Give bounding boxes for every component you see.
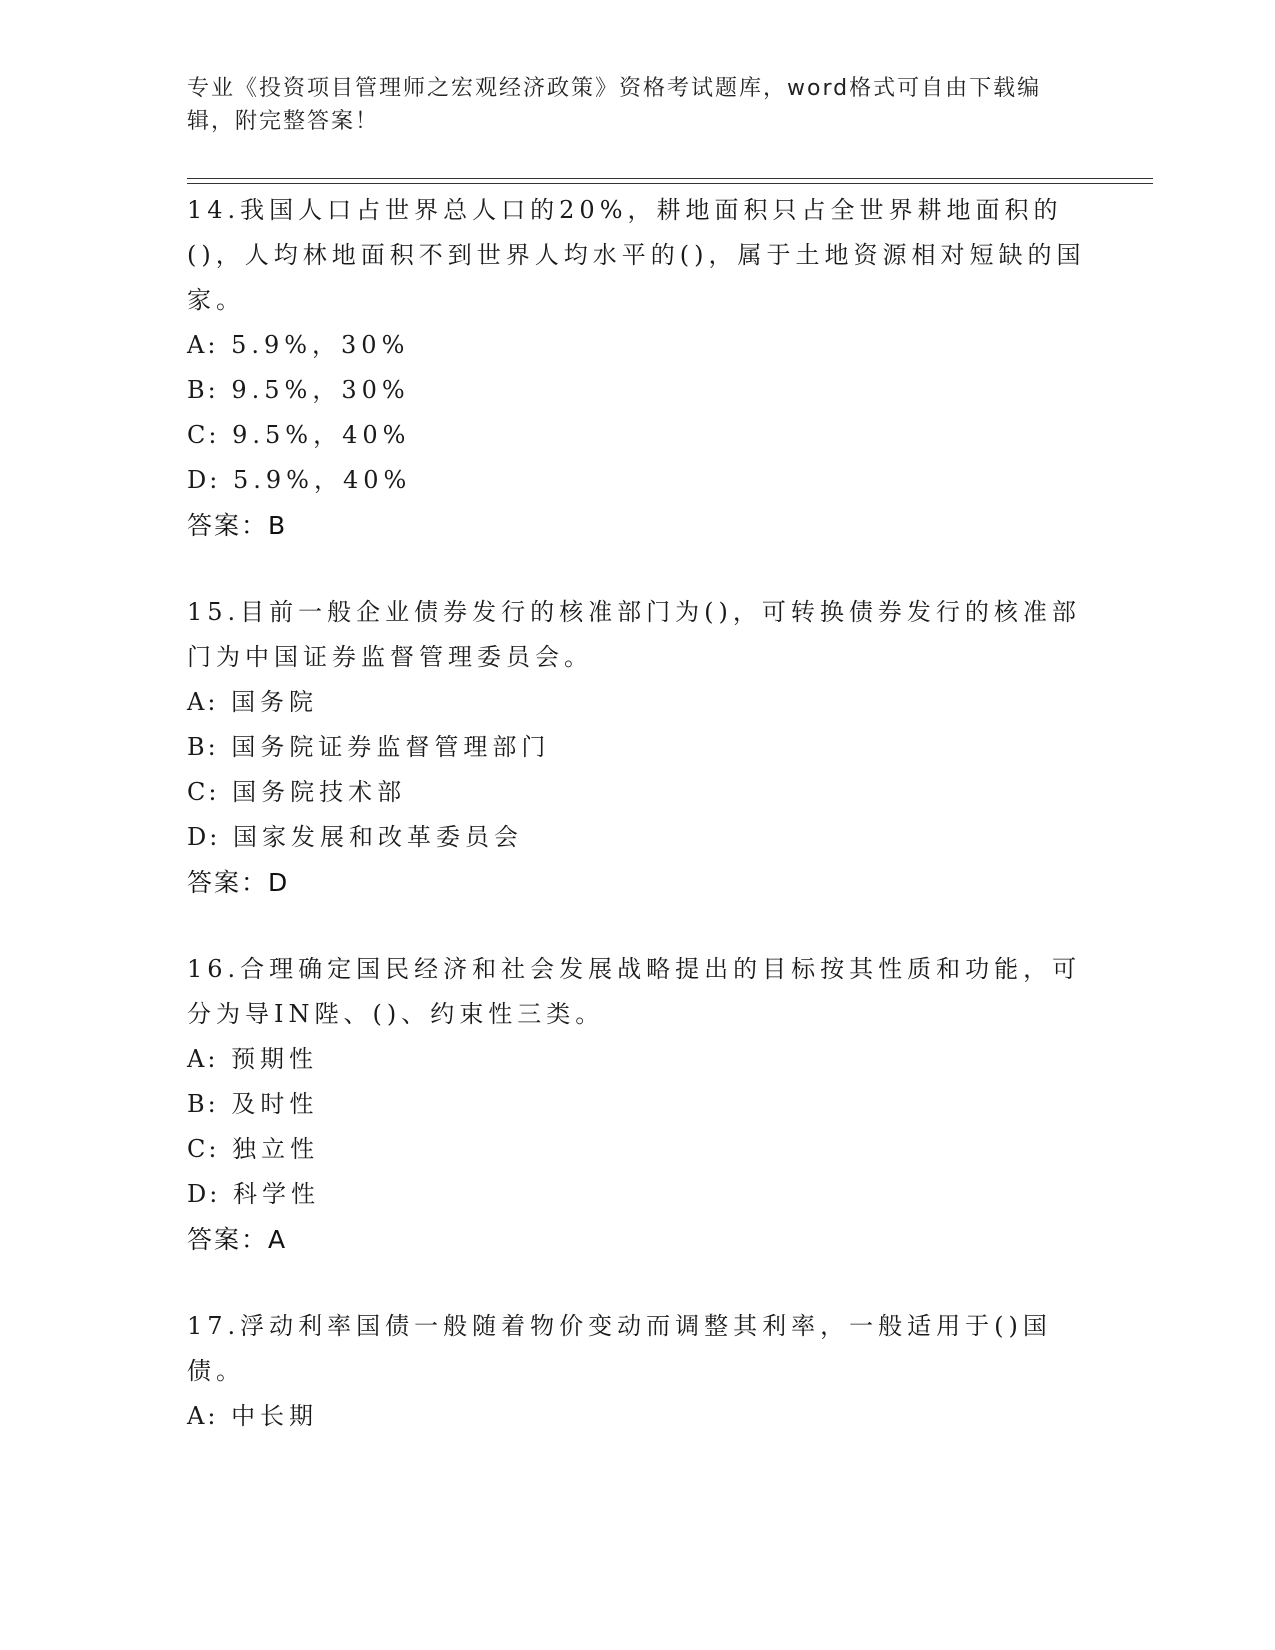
question-16 xyxy=(187,947,1087,1262)
option-b xyxy=(187,368,1087,413)
question-list xyxy=(187,188,1087,1481)
option-a xyxy=(187,680,1087,725)
option-b xyxy=(187,1082,1087,1127)
question-stem: 15.目前一般企业债券发行的核准部门为()，可转换债券发行的核准部门为中国证券监督管理委员会。 xyxy=(187,598,1081,671)
option-a xyxy=(187,1037,1087,1082)
option-text: 5.9%，30% xyxy=(231,331,410,359)
question-14 xyxy=(187,188,1087,548)
option-key: C: xyxy=(187,421,220,449)
option-key: C: xyxy=(187,1135,220,1163)
header-divider-bottom xyxy=(187,183,1153,184)
question-stem: 16.合理确定国民经济和社会发展战略提出的目标按其性质和功能，可分为导IN陛、()、约束性三类。 xyxy=(187,955,1082,1028)
option-text: 国家发展和改革委员会 xyxy=(232,823,523,851)
answer-line: 答案：A xyxy=(187,1225,288,1254)
option-b xyxy=(187,725,1087,770)
answer-line: 答案：B xyxy=(187,511,288,540)
document-header: 专业《投资项目管理师之宏观经济政策》资格考试题库，word格式可自由下载编辑，附完整答案！ xyxy=(187,76,1042,134)
option-text: 国务院 xyxy=(231,688,319,716)
option-key: B: xyxy=(187,733,219,761)
option-d xyxy=(187,815,1087,860)
option-key: A: xyxy=(187,688,219,716)
option-key: D: xyxy=(187,1180,221,1208)
option-key: D: xyxy=(187,466,221,494)
option-c xyxy=(187,770,1087,815)
option-text: 独立性 xyxy=(232,1135,320,1163)
option-text: 国务院证券监督管理部门 xyxy=(231,733,551,761)
option-d xyxy=(187,1172,1087,1217)
option-key: D: xyxy=(187,823,221,851)
option-c xyxy=(187,413,1087,458)
question-15 xyxy=(187,590,1087,905)
option-key: A: xyxy=(187,1045,219,1073)
option-key: A: xyxy=(187,1402,219,1430)
option-c xyxy=(187,1127,1087,1172)
option-text: 及时性 xyxy=(231,1090,319,1118)
question-stem: 17.浮动利率国债一般随着物价变动而调整其利率，一般适用于()国债。 xyxy=(187,1312,1052,1385)
option-d xyxy=(187,458,1087,503)
answer-line: 答案：D xyxy=(187,868,290,897)
option-key: A: xyxy=(187,331,219,359)
option-text: 国务院技术部 xyxy=(232,778,407,806)
option-text: 5.9%，40% xyxy=(232,466,412,494)
option-text: 中长期 xyxy=(231,1402,319,1430)
option-text: 9.5%，40% xyxy=(232,421,411,449)
option-text: 科学性 xyxy=(232,1180,320,1208)
header-divider-top xyxy=(187,178,1153,179)
option-key: B: xyxy=(187,1090,219,1118)
option-key: B: xyxy=(187,376,219,404)
question-stem: 14.我国人口占世界总人口的20%，耕地面积只占全世界耕地面积的()，人均林地面积不到世界人均水平的()，属于土地资源相对短缺的国家。 xyxy=(187,196,1086,314)
option-text: 9.5%，30% xyxy=(231,376,410,404)
option-text: 预期性 xyxy=(231,1045,319,1073)
option-a xyxy=(187,1394,1087,1439)
option-key: C: xyxy=(187,778,220,806)
option-a xyxy=(187,323,1087,368)
question-17 xyxy=(187,1304,1087,1439)
